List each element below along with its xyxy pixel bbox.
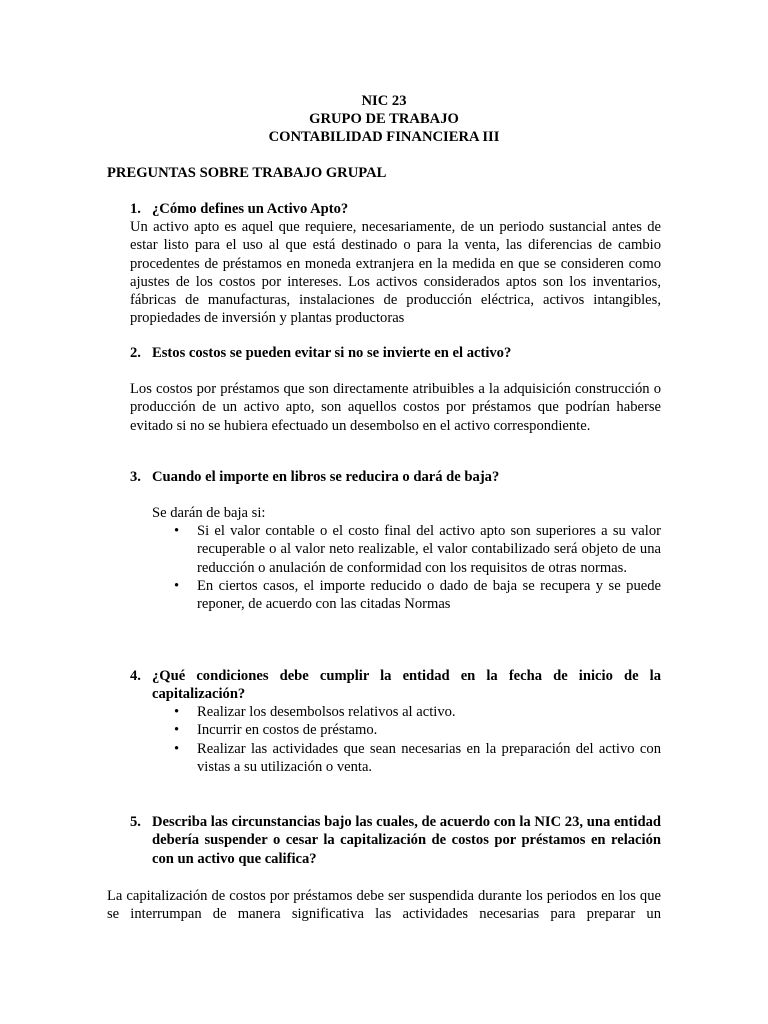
section-title: PREGUNTAS SOBRE TRABAJO GRUPAL [107, 165, 387, 181]
list-item [174, 703, 661, 721]
question-3-text: Cuando el importe en libros se reducira o dará de baja? [152, 469, 500, 485]
question-1-number: 1. [130, 201, 141, 217]
bullet-icon: • [174, 704, 180, 720]
bullet-icon: • [174, 740, 180, 757]
question-5-number: 5. [130, 814, 141, 830]
answer-2: Los costos por préstamos que son directamente atribuibles a la adquisición construcción o producción de un activo apto, son aquellos costos por préstamos que podrían haberse evitado si no se hubiera efectuado un desembolso en el activo correspondiente. [130, 381, 661, 434]
list-item [174, 522, 661, 577]
list-item [174, 721, 661, 739]
bullet-icon: • [174, 722, 180, 739]
list-item [174, 740, 661, 777]
list-item-text: Realizar las actividades que sean necesarias en la preparación del activo con vistas a su utilización o venta. [197, 740, 661, 775]
question-5 [130, 813, 661, 868]
answer-5: La capitalización de costos por préstamos debe ser suspendida durante los periodos en los que se interrumpan de manera significativa las actividades necesarias para preparar un [107, 888, 661, 923]
question-3 [130, 468, 661, 486]
question-4 [130, 667, 661, 704]
bullet-icon: • [174, 523, 180, 539]
answer-1: Un activo apto es aquel que requiere, necesariamente, de un periodo sustancial antes de estar listo para el uso al que está destinado o para la venta, las diferencias de cambio procedentes de préstamos en moneda extranjera en la medida en que se consideren como ajustes de los costos por intereses. Los activos considerados aptos son los inventarios, fábricas de manufacturas, instalaciones de producción eléctrica, activos intangibles, propiedades de inversión y plantas productoras [130, 219, 661, 327]
doc-group: GRUPO DE TRABAJO [309, 111, 459, 127]
question-1 [130, 200, 661, 218]
question-2 [130, 344, 661, 362]
question-1-text: ¿Cómo defines un Activo Apto? [152, 201, 349, 217]
doc-code: NIC 23 [361, 93, 407, 109]
doc-course: CONTABILIDAD FINANCIERA III [268, 129, 500, 145]
bullet-icon: • [174, 577, 180, 594]
answer-3-list [174, 522, 661, 613]
question-2-text: Estos costos se pueden evitar si no se invierte en el activo? [152, 345, 512, 361]
list-item-text: En ciertos casos, el importe reducido o dado de baja se recupera y se puede reponer, de acuerdo con las citadas Normas [197, 577, 661, 613]
question-5-text: Describa las circunstancias bajo las cuales, de acuerdo con la NIC 23, una entidad debería suspender o cesar la capitalización de costos por préstamos en relación con un activo que califica? [152, 814, 661, 867]
list-item-text: Si el valor contable o el costo final del activo apto son superiores a su valor recuperable o al valor neto realizable, el valor contabilizado será objeto de una reducción o anulación de conformidad con los requisitos de otras normas. [197, 523, 661, 576]
list-item-text: Incurrir en costos de préstamo. [197, 722, 378, 739]
question-2-number: 2. [130, 345, 141, 361]
list-item-text: Realizar los desembolsos relativos al activo. [197, 704, 456, 720]
answer-3-intro: Se darán de baja si: [152, 505, 266, 521]
question-4-text: ¿Qué condiciones debe cumplir la entidad en la fecha de inicio de la capitalización? [152, 668, 661, 703]
list-item [174, 577, 661, 614]
question-4-number: 4. [130, 668, 141, 684]
answer-4-list [174, 703, 661, 776]
question-3-number: 3. [130, 469, 141, 485]
